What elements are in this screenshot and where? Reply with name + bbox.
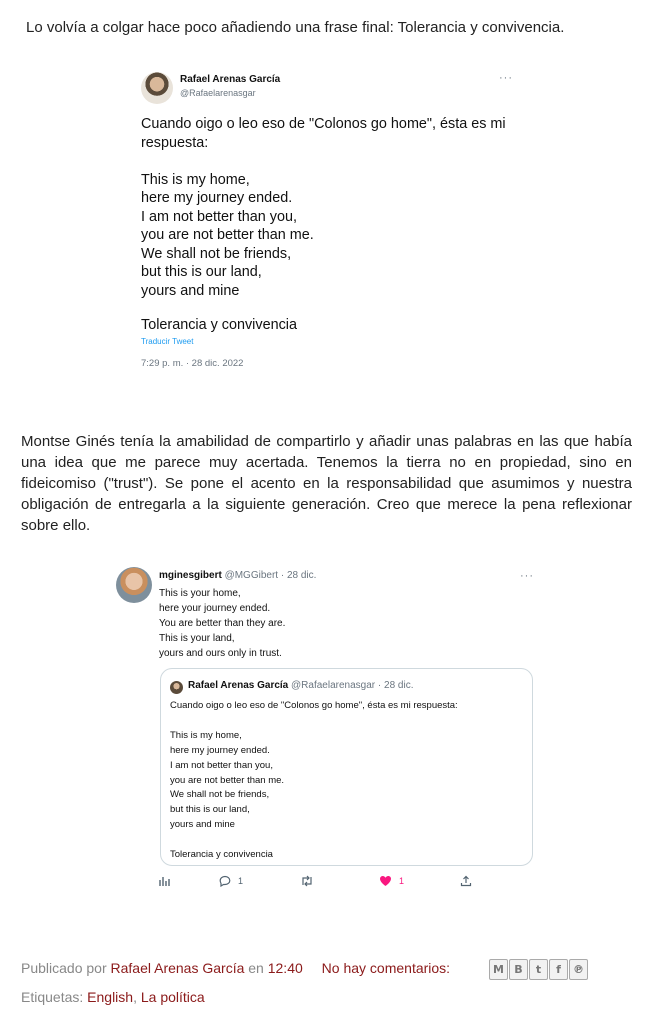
tweet-text — [141, 115, 511, 300]
share-buttons — [489, 959, 588, 980]
reply-count: 1 — [238, 876, 244, 886]
avatar — [141, 72, 173, 104]
more-icon: ··· — [520, 570, 534, 582]
tweet-date: · 28 dic. — [280, 570, 317, 581]
post-footer — [21, 960, 450, 976]
reply-action — [219, 875, 243, 887]
quoted-tweet-header — [188, 680, 413, 691]
avatar — [170, 681, 183, 694]
email-icon[interactable]: M — [489, 959, 508, 980]
post-time-link[interactable]: 12:40 — [267, 960, 303, 976]
tweet-closing: Tolerancia y convivencia — [141, 317, 297, 333]
tweet-author-handle: @Rafaelarenasgar — [291, 680, 376, 691]
pinterest-icon[interactable]: ℗ — [569, 959, 588, 980]
author-link[interactable]: Rafael Arenas García — [110, 960, 245, 976]
poem-line: you are not better than me. — [170, 774, 285, 786]
tweet-line: This is your land, — [159, 633, 235, 644]
tweet-author-name: Rafael Arenas García — [180, 74, 281, 85]
tweet-intro: Cuando oigo o leo eso de "Colonos go home", ésta es mi respuesta: — [141, 116, 506, 151]
embedded-tweet-image — [129, 60, 522, 385]
quoted-tweet — [160, 668, 533, 866]
share-action — [460, 875, 472, 887]
analytics-action — [159, 875, 171, 887]
poem-line: This is my home, — [170, 729, 242, 741]
poem-line: here my journey ended. — [170, 744, 270, 756]
published-by-label: Publicado por — [21, 960, 107, 976]
poem-line: here my journey ended. — [141, 190, 293, 206]
more-icon: ··· — [499, 72, 513, 84]
analytics-icon — [159, 875, 171, 887]
like-action — [379, 875, 404, 887]
like-count: 1 — [399, 876, 405, 886]
share-icon — [460, 875, 472, 887]
facebook-icon[interactable]: f — [549, 959, 568, 980]
quoted-tweet-text — [170, 699, 458, 863]
poem-line: but this is our land, — [170, 804, 250, 816]
post-labels: Etiquetas: English, La política — [21, 989, 205, 1005]
tweet-header — [159, 570, 316, 581]
retweet-action — [300, 875, 314, 887]
intro-paragraph: Lo volvía a colgar hace poco añadiendo una frase final: Tolerancia y convivencia. — [26, 19, 565, 36]
tweet-text — [159, 586, 285, 661]
poem-line: you are not better than me. — [141, 227, 314, 243]
tweet-line: yours and ours only in trust. — [159, 648, 282, 659]
tweet-line: This is your home, — [159, 588, 241, 599]
tweet-date: · 28 dic. — [377, 680, 414, 691]
at-label: en — [248, 960, 264, 976]
reply-icon — [219, 875, 231, 887]
label-link-politica[interactable]: La política — [140, 989, 205, 1005]
tweet-closing: Tolerancia y convivencia — [170, 849, 273, 861]
embedded-tweet-image — [109, 557, 547, 897]
avatar — [116, 567, 152, 603]
tweet-intro: Cuando oigo o leo eso de "Colonos go home", ésta es mi respuesta: — [170, 700, 458, 711]
tweet-timestamp: 7:29 p. m. · 28 dic. 2022 — [141, 358, 244, 369]
poem-line: We shall not be friends, — [141, 245, 292, 262]
tweet-author-name: mginesgibert — [159, 570, 222, 581]
comments-link[interactable]: No hay comentarios: — [321, 960, 451, 976]
retweet-icon — [300, 875, 314, 887]
label-link-english[interactable]: English — [87, 989, 134, 1005]
poem-line: This is my home, — [141, 171, 250, 188]
blogger-icon[interactable]: B — [509, 959, 528, 980]
tweet-author-handle: @MGGibert — [224, 570, 279, 581]
poem-line: yours and mine — [141, 282, 240, 299]
translate-tweet-link: Traducir Tweet — [141, 337, 194, 346]
poem-line: I am not better than you, — [141, 208, 297, 225]
poem-line: I am not better than you, — [170, 759, 273, 771]
heart-icon — [379, 875, 392, 887]
poem-line: but this is our land, — [141, 264, 262, 280]
poem-line: We shall not be friends, — [170, 789, 270, 801]
tweet-author-name: Rafael Arenas García — [188, 680, 289, 691]
labels-prefix: Etiquetas: — [21, 989, 84, 1005]
tweet-line: You are better than they are. — [159, 618, 286, 629]
tweet-author-handle: @Rafaelarenasgar — [180, 88, 256, 98]
tweet-actions — [159, 875, 529, 893]
poem-line: yours and mine — [170, 819, 235, 831]
twitter-icon[interactable]: t — [529, 959, 548, 980]
tweet-line: here your journey ended. — [159, 603, 271, 614]
body-paragraph: Montse Ginés tenía la amabilidad de compartirlo y añadir unas palabras en las que había una idea que me parece muy acertada. Tenemos la tierra no en propiedad, sino en fideicomiso ("trust"). Se pone el acento en la responsabilidad que asumimos y nuestra obligación de entregarla a la siguiente generación. Creo que merece la pena reflexionar sobre ello. — [21, 433, 632, 534]
